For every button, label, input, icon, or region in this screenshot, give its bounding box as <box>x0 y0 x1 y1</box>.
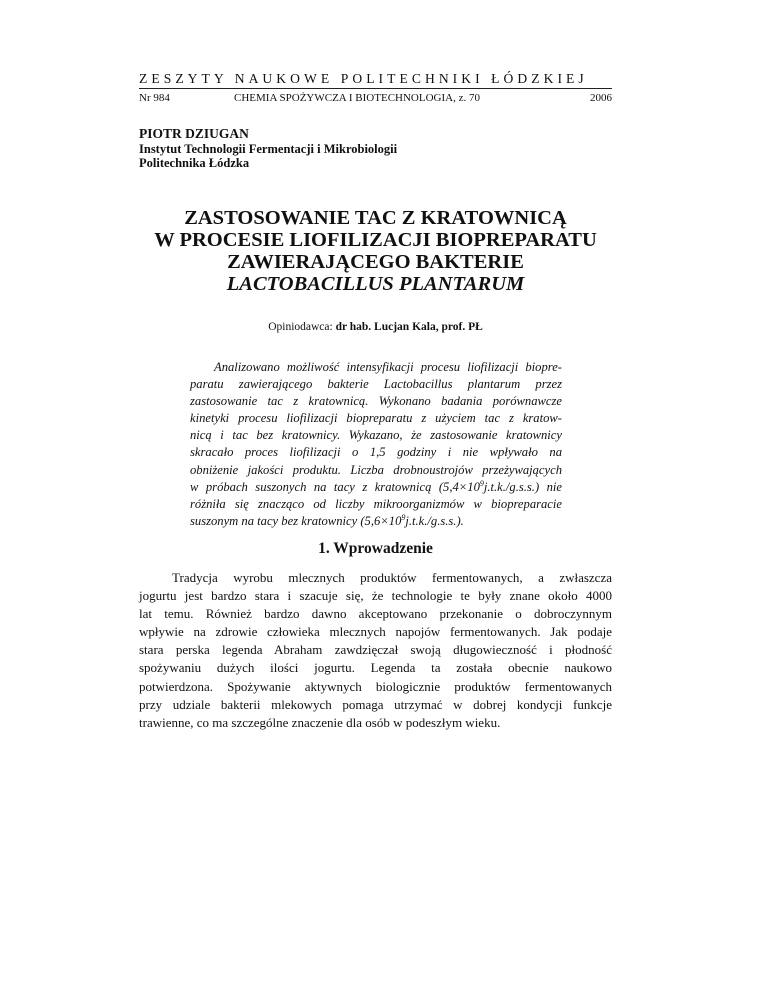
author-affiliation-university: Politechnika Łódzka <box>139 156 250 170</box>
abstract-line: obniżenie jakości produktu. Liczba drobnoustrojów przeżywających <box>190 462 562 477</box>
title-line: ZAWIERAJĄCEGO BAKTERIE <box>227 251 524 273</box>
author-name: PIOTR DZIUGAN <box>139 126 249 141</box>
abstract-line <box>190 479 562 496</box>
body-line: wpływie na zdrowie człowieka mlecznych napojów fermentowanych. Jak podaje <box>139 624 612 640</box>
abstract-line: skracało proces liofilizacji o 1,5 godziny i nie wpływało na <box>190 445 562 460</box>
title-line: ZASTOSOWANIE TAC Z KRATOWNICĄ <box>184 207 567 229</box>
body-line: trawienne, co ma szczególne znaczenie dla osób w podeszłym wieku. <box>139 714 501 730</box>
reviewer-name: dr hab. Lucjan Kala, prof. PŁ <box>335 321 483 333</box>
section-body <box>139 569 612 732</box>
publication-year: 2006 <box>590 92 612 104</box>
exponent: 9 <box>401 512 406 522</box>
abstract-text: w próbach suszonych na tacy z kratownicą (5,4×10 <box>190 479 480 494</box>
exponent: 9 <box>479 478 484 488</box>
abstract-line: kinetyki procesu liofilizacji biopreparatu z użyciem tac z kratow- <box>190 411 562 426</box>
abstract <box>190 359 562 530</box>
reviewer-line <box>139 320 612 334</box>
abstract-line: Analizowano możliwość intensyfikacji procesu liofilizacji biopre- <box>214 360 562 374</box>
journal-name: ZESZYTY NAUKOWE POLITECHNIKI ŁÓDZKIEJ <box>139 71 588 86</box>
title-line-species: LACTOBACILLUS PLANTARUM <box>226 273 525 295</box>
body-line: przy udziale bakterii mlekowych pomaga utrzymać w dobrej kondycji funkcje <box>139 696 612 712</box>
body-line: stara perska legenda Abraham zawdzięczał swoją długowieczność i płodność <box>139 642 612 658</box>
abstract-line: różniła się znacząco od liczby mikroorganizmów w biopreparacie <box>190 496 562 511</box>
journal-header-row <box>139 91 612 107</box>
abstract-line: zastosowanie tac z kratownicą. Wykonano badania porównawcze <box>190 394 562 409</box>
abstract-line: paratu zawierającego bakterie Lactobacillus plantarum przez <box>190 377 562 392</box>
abstract-text: j.t.k./g.s.s.) nie <box>483 479 562 494</box>
abstract-line: nicą i tac bez kratownicy. Wykazano, że zastosowanie kratownicy <box>190 428 562 443</box>
section-heading: 1. Wprowadzenie <box>318 540 433 557</box>
paper-title <box>139 207 612 295</box>
body-line: potwierdzona. Spożywanie aktywnych biologicznie produktów fermentowanych <box>139 678 612 694</box>
body-line: spożywaniu dużych ilości jogurtu. Legenda ta została obecnie naukowo <box>139 660 612 676</box>
body-line: lat temu. Również bardzo dawno akceptowano przekonanie o dobroczynnym <box>139 606 612 622</box>
body-line: Tradycja wyrobu mlecznych produktów fermentowanych, a zwłaszcza <box>172 570 612 585</box>
title-line: W PROCESIE LIOFILIZACJI BIOPREPARATU <box>154 229 597 251</box>
issue-number: Nr 984 <box>139 92 170 104</box>
author-affiliation-institute: Instytut Technologii Fermentacji i Mikrobiologii <box>139 142 398 156</box>
header-rule <box>139 88 612 89</box>
abstract-text: j.t.k./g.s.s.). <box>405 513 464 528</box>
reviewer-label: Opiniodawca: <box>268 321 336 333</box>
abstract-text: suszonym na tacy bez kratownicy (5,6×10 <box>190 513 402 528</box>
body-line: jogurtu jest bardzo stara i szacuje się, że technologie te były znane około 4000 <box>139 588 612 604</box>
series-title: CHEMIA SPOŻYWCZA I BIOTECHNOLOGIA, z. 70 <box>234 92 480 104</box>
abstract-line <box>190 513 562 530</box>
